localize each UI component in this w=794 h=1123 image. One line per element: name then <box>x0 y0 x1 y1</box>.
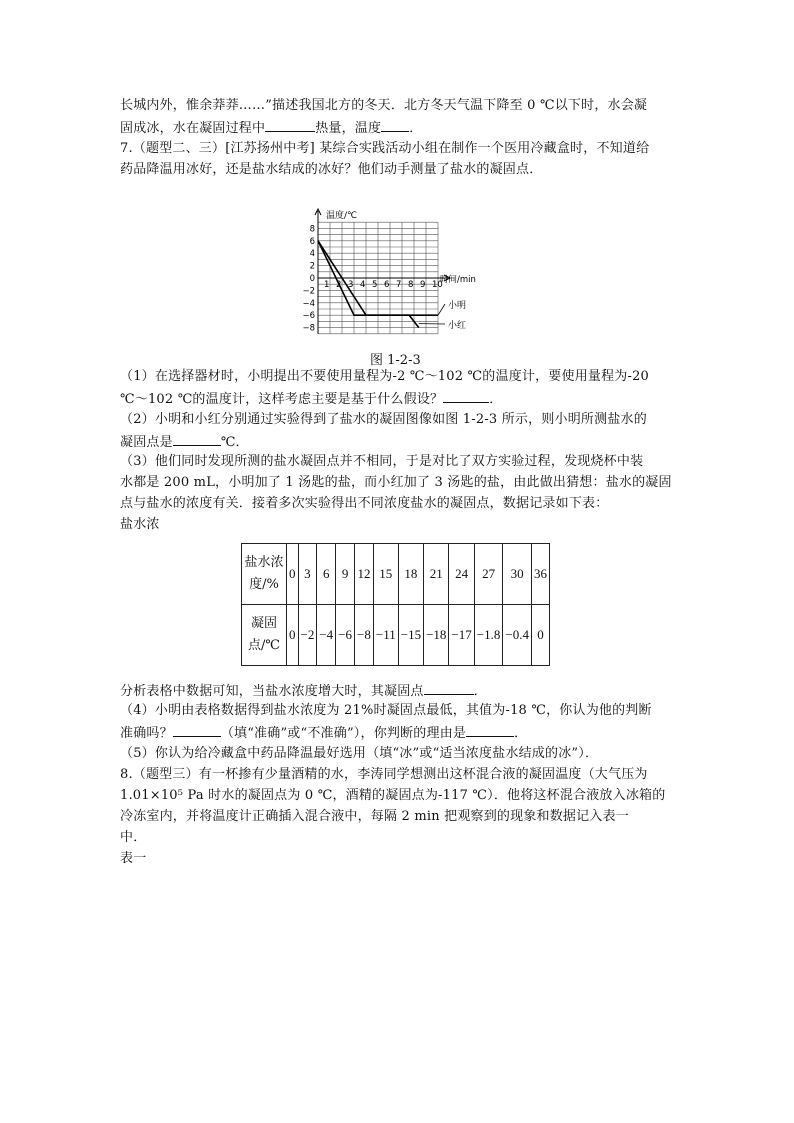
analysis-line <box>120 682 487 700</box>
table-cell: 0 <box>287 544 299 605</box>
table-cell: 0 <box>287 605 299 666</box>
x-tick-label: 4 <box>360 280 366 290</box>
x-tick-label: 9 <box>420 280 426 290</box>
answer-blank[interactable] <box>443 390 489 403</box>
table-cell: −2 <box>298 605 317 666</box>
table-row <box>242 605 550 666</box>
y-tick-label: 8 <box>309 224 315 235</box>
table-row <box>242 544 550 605</box>
table-cell: 9 <box>336 544 355 605</box>
text-line-3: 7.（题型二、三）[江苏扬州中考] 某综合实践活动小组在制作一个医用冷藏盒时，不知道给 <box>120 141 650 156</box>
table-cell: 18 <box>398 544 423 605</box>
x-tick-label: 8 <box>408 280 414 290</box>
y-tick-label: −2 <box>302 286 315 297</box>
y-tick-label: 0 <box>309 274 315 284</box>
q2-line-2 <box>120 433 249 451</box>
table-cell: −17 <box>449 605 474 666</box>
answer-blank[interactable] <box>173 433 221 446</box>
table-cell: 24 <box>449 544 474 605</box>
text-segment: ． <box>489 392 503 407</box>
q1-line-1: （1）在选择器材时，小明提出不要使用量程为-2 ℃～102 ℃的温度计，要使用量程为-20 <box>120 369 650 384</box>
table-cell: 0 <box>531 605 549 666</box>
table-cell: 12 <box>355 544 374 605</box>
q8-line-2: 1.01×10⁵ Pa 时水的凝固点为 0 ℃，酒精的凝固点为-117 ℃）．他将这杯混合液放入冰箱的 <box>120 788 666 803</box>
q8-line-1: 8.（题型三）有一杯掺有少量酒精的水，李涛同学想测出这杯混合液的凝固温度（大气压为 <box>120 767 648 782</box>
text-line-4: 药品降温用冰好，还是盐水结成的冰好？他们动手测量了盐水的凝固点． <box>120 162 543 177</box>
q8-line-4: 中． <box>120 830 147 845</box>
x-tick-label: 6 <box>384 280 390 290</box>
table-cell: 21 <box>424 544 449 605</box>
text-segment: 热量，温度 <box>315 121 382 136</box>
text-segment: 分析表格中数据可知，当盐水浓度增大时，其凝固点 <box>120 684 424 699</box>
y-tick-label: 2 <box>309 261 315 272</box>
table-header: 凝固点/℃ <box>242 605 287 666</box>
q8-line-5: 表一 <box>120 851 147 866</box>
answer-blank[interactable] <box>381 119 409 132</box>
table-cell: 27 <box>474 544 503 605</box>
table-cell: −8 <box>355 605 374 666</box>
legend-hong: 小红 <box>448 321 467 331</box>
text-segment: ℃～102 ℃的温度计，这样考虑主要是基于什么假设？ <box>120 392 444 407</box>
q4-line-1: （4）小明由表格数据得到盐水浓度为 21%时凝固点最低，其值为-18 ℃，你认为他的判断 <box>120 703 652 718</box>
q3-line-4: 盐水浓 <box>120 517 160 532</box>
text-segment: 准确吗？ <box>120 726 173 741</box>
table-cell: −0.4 <box>503 605 532 666</box>
q3-line-3: 点与盐水的浓度有关．接着多次实验得出不同浓度盐水的凝固点，数据记录如下表： <box>120 496 609 511</box>
q1-line-2 <box>120 390 502 408</box>
table-cell: −6 <box>336 605 355 666</box>
q5-line: （5）你认为给冷藏盒中药品降温最好选用（填“冰”或“适当浓度盐水结成的冰”）． <box>120 746 599 761</box>
text-segment: （填“准确”或“不准确”），你判断的理由是 <box>220 726 467 741</box>
y-tick-label: −6 <box>302 311 315 322</box>
text-line-1: 长城内外，惟余莽莽……”描述我国北方的冬天．北方冬天气温下降至 0 ℃以下时，水会凝 <box>120 98 648 113</box>
x-axis-label: 时间/min <box>440 275 476 285</box>
table-cell: 3 <box>298 544 317 605</box>
table-cell: 15 <box>373 544 398 605</box>
table-cell: −18 <box>424 605 449 666</box>
x-tick-label: 5 <box>372 280 378 290</box>
answer-blank[interactable] <box>173 724 221 737</box>
y-tick-label: −4 <box>302 298 315 309</box>
x-tick-label: 3 <box>348 280 354 290</box>
table-cell: −4 <box>317 605 336 666</box>
table-cell: −1.8 <box>474 605 503 666</box>
table-cell: −15 <box>398 605 423 666</box>
table-cell: 36 <box>531 544 549 605</box>
figure-caption: 图 1-2-3 <box>370 353 421 368</box>
y-tick-label: 6 <box>309 236 315 247</box>
answer-blank[interactable] <box>424 682 474 695</box>
x-tick-label: 2 <box>336 280 342 290</box>
legend-ming: 小明 <box>448 301 467 311</box>
answer-blank[interactable] <box>265 119 315 132</box>
x-tick-label: 10 <box>432 280 443 290</box>
y-tick-label: 4 <box>309 249 315 260</box>
table-cell: 6 <box>317 544 336 605</box>
text-line-2 <box>120 119 422 137</box>
q8-line-3: 冷冻室内，并将温度计正确插入混合液中，每隔 2 min 把观察到的现象和数据记入表一 <box>120 809 629 824</box>
table-cell: 30 <box>503 544 532 605</box>
text-segment: 凝固点是 <box>120 435 173 450</box>
text-segment: ． <box>409 121 423 136</box>
answer-blank[interactable] <box>466 724 514 737</box>
y-tick-label: −8 <box>302 323 315 334</box>
text-segment: 固成冰，水在凝固过程中 <box>120 121 266 136</box>
x-tick-label: 1 <box>324 280 330 290</box>
text-segment: ． <box>514 726 528 741</box>
q3-line-2: 水都是 200 mL，小明加了 1 汤匙的盐，而小红加了 3 汤匙的盐，由此做出猜想：盐水的凝固 <box>120 475 672 490</box>
table-header: 盐水浓度/% <box>242 544 287 605</box>
text-segment: ． <box>473 684 487 699</box>
legend-leader <box>438 304 445 315</box>
y-axis-label: 温度/℃ <box>326 211 358 221</box>
salt-water-table <box>241 543 550 666</box>
q2-line-1: （2）小明和小红分别通过实验得到了盐水的凝固图像如图 1-2-3 所示，则小明所测盐水的 <box>120 412 647 427</box>
table-cell: −11 <box>373 605 398 666</box>
text-segment: ℃． <box>220 435 249 450</box>
q4-line-2 <box>120 724 527 742</box>
freezing-chart <box>300 205 500 345</box>
q3-line-1: （3）他们同时发现所测的盐水凝固点并不相同，于是对比了双方实验过程，发现烧杯中装 <box>120 454 644 469</box>
x-tick-label: 7 <box>396 280 402 290</box>
